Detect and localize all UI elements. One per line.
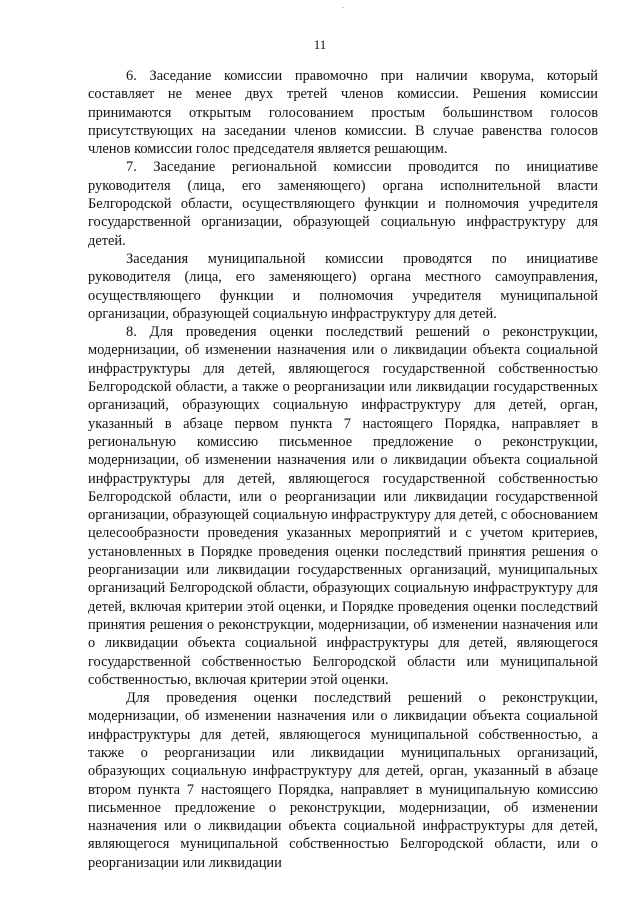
paragraph-8: 8. Для проведения оценки последствий решений о реконструкции, модернизации, об изменении назначения или о ликвидации объекта социальной инфраструктуры для детей, являющегося государственной собственностью Белгородской области, а также о реорганизации или ликвидации государственных организаций, образующих социальную инфраструктуру для детей, орган, указанный в абзаце первом пункта 7 настоящего Порядка, направляет в региональную комиссию письменное предложение о реконструкции, модернизации, об изменении назначения или о ликвидации объекта социальной инфраструктуры для детей, являющегося государственной собственностью Белгородской области, или о реорганизации или ликвидации государственной организации, образующей социальную инфраструктуру для детей, с обоснованием целесообразности проведения указанных мероприятий и с учетом критериев, установленных в Порядке проведения оценки последствий принятия решения о реорганизации или ликвидации государственных организаций, муниципальных организаций Белгородской области, образующих социальную инфраструктуру для детей, включая критерии этой оценки, и Порядке проведения оценки последствий принятия решения о реконструкции, модернизации, об изменении назначения или о ликвидации объекта социальной инфраструктуры для детей, являющегося государственной собственностью Белгородской области или муниципальной собственностью, включая критерии этой оценки. — [88, 324, 598, 688]
paragraph-6: 6. Заседание комиссии правомочно при наличии кворума, который составляет не менее двух третей членов комиссии. Решения комиссии принимаются открытым голосованием простым большинством голосов присутствующих на заседании членов комиссии. В случае равенства голосов членов комиссии голос председателя является решающим. — [88, 68, 598, 158]
paragraph-7: 7. Заседание региональной комиссии проводится по инициативе руководителя (лица, его заменяющего) органа исполнительной власти Белгородской области, осуществляющего функции и полномочия учредителя государственной организации, образующей социальную инфраструктуру для детей. — [88, 159, 598, 249]
paragraph-municipal-commission: Заседания муниципальной комиссии проводятся по инициативе руководителя (лица, его заменяющего) органа местного самоуправления, осуществляющего функции и полномочия учредителя муниципальной организации, образующей социальную инфраструктуру для детей. — [88, 250, 598, 322]
scan-mark: . — [342, 1, 344, 10]
page-number: 11 — [313, 37, 327, 52]
paragraph-municipal-assessment: Для проведения оценки последствий решений о реконструкции, модернизации, об изменении назначения или о ликвидации объекта социальной инфраструктуры для детей, являющегося муниципальной собственностью, а также о реорганизации или ликвидации муниципальных организаций, образующих социальную инфраструктуру для детей, орган, указанный в абзаце втором пункта 7 настоящего Порядка, направляет в муниципальную комиссию письменное предложение о реконструкции, модернизации, об изменении назначения или о ликвидации объекта социальной инфраструктуры для детей, являющегося муниципальной собственностью Белгородской области, или о реорганизации или ликвидации — [88, 690, 598, 871]
document-body — [88, 67, 598, 872]
